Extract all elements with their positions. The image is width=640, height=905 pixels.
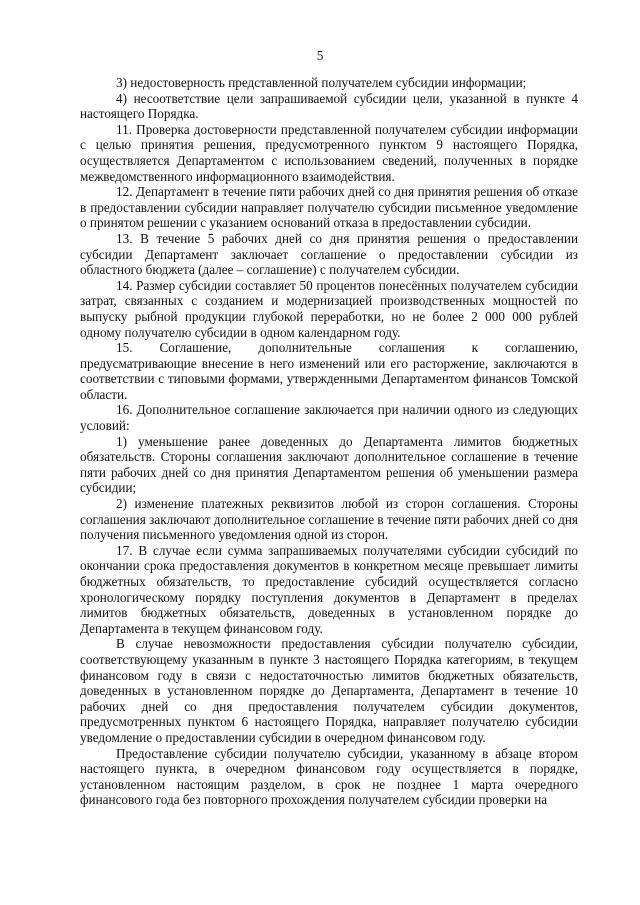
paragraph: 12. Департамент в течение пяти рабочих дней со дня принятия решения об отказе в предоставлении субсидии направляет получателю субсидии письменное уведомление о принятом решении с указанием оснований отказа в предоставлении субсидии. <box>80 184 578 231</box>
paragraph: 17. В случае если сумма запрашиваемых получателями субсидии субсидий по окончании срока предоставления документов в конкретном месяце превышает лимиты бюджетных обязательств, то предоставление субсидий осуществляется согласно хронологическому порядку поступления документов в Департамент в пределах лимитов бюджетных обязательств, доведенных в установленном порядке до Департамента в текущем финансовом году. <box>80 542 578 636</box>
paragraph: 2) изменение платежных реквизитов любой из сторон соглашения. Стороны соглашения заключают дополнительное соглашение в течение пяти рабочих дней со дня получения письменного уведомления одной из сторон. <box>80 496 578 543</box>
paragraph: 13. В течение 5 рабочих дней со дня принятия решения о предоставлении субсидии Департамент заключает соглашение о предоставлении субсидии из областного бюджета (далее – соглашение) с получателем субсидии. <box>80 230 578 278</box>
document-body <box>80 75 578 808</box>
paragraph: 1) уменьшение ранее доведенных до Департамента лимитов бюджетных обязательств. Стороны соглашения заключают дополнительное соглашение в течение пяти рабочих дней со дня принятия Департаментом решения об уменьшении размера субсидии; <box>80 433 578 496</box>
paragraph: Предоставление субсидии получателю субсидии, указанному в абзаце втором настоящего пункта, в очередном финансовом году осуществляется в порядке, установленном настоящим разделом, в срок не позднее 1 марта очередного финансового года без повторного прохождения получателем субсидии проверки на <box>80 745 578 808</box>
paragraph: 14. Размер субсидии составляет 50 процентов понесённых получателем субсидии затрат, связанных с созданием и модернизацией производственных мощностей по выпуску рыбной продукции глубокой переработки, но не более 2 000 000 рублей одному получателю субсидии в одном календарном году. <box>80 277 578 340</box>
paragraph: 3) недостоверность представленной получателем субсидии информации; <box>116 75 527 90</box>
paragraph: 15. Соглашение, дополнительные соглашения к соглашению, предусматривающие внесение в него изменений или его расторжение, заключаются в соответствии с типовыми формами, утвержденными Департаментом финансов Томской области. <box>80 340 578 402</box>
paragraph: 4) несоответствие цели запрашиваемой субсидии цели, указанной в пункте 4 настоящего Порядка. <box>80 90 578 122</box>
paragraph: 16. Дополнительное соглашение заключается при наличии одного из следующих условий: <box>80 402 578 434</box>
page-number: 5 <box>316 48 324 63</box>
paragraph: В случае невозможности предоставления субсидии получателю субсидии, соответствующему указанным в пункте 3 настоящего Порядка категориям, в текущем финансовом году в связи с недостаточностью лимитов бюджетных обязательств, доведенных в установленном порядке до Департамента, Департамент в течение 10 рабочих дней со дня предоставления получателем субсидии документов, предусмотренных пунктом 6 настоящего Порядка, направляет получателю субсидии уведомление о предоставлении субсидии в очередном финансовом году. <box>80 636 578 745</box>
paragraph: 11. Проверка достоверности представленной получателем субсидии информации с целью принятия решения, предусмотренного пунктом 9 настоящего Порядка, осуществляется Департаментом с использованием сведений, полученных в порядке межведомственного информационного взаимодействия. <box>80 121 578 184</box>
